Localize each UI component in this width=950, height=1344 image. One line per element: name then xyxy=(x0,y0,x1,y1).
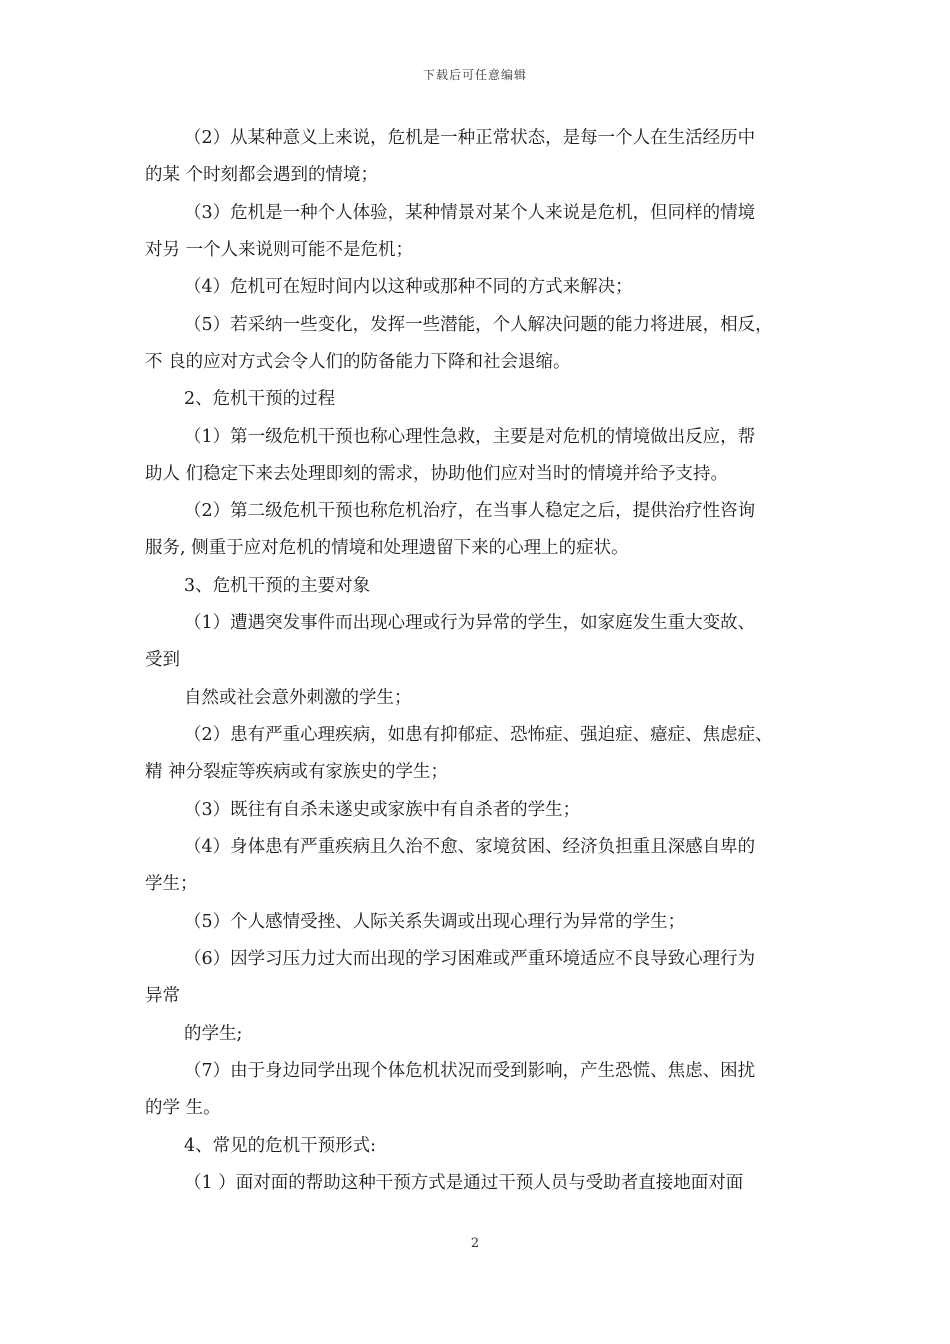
body-line: 的某 个时刻都会遇到的情境； xyxy=(145,165,379,185)
body-line: （2）患有严重心理疾病，如患有抑郁症、恐怖症、强迫症、癔症、焦虑症、 xyxy=(184,725,773,745)
body-line: 的学生; xyxy=(184,1024,243,1044)
body-line: 的学 生。 xyxy=(145,1098,221,1118)
body-line: （4）身体患有严重疾病且久治不愈、家境贫困、经济负担重且深感自卑的 xyxy=(184,837,756,857)
body-line: 精 神分裂症等疾病或有家族史的学生； xyxy=(145,762,449,782)
section-heading: 3、危机干预的主要对象 xyxy=(184,576,371,596)
body-line: （2）从某种意义上来说，危机是一种正常状态，是每一个人在生活经历中 xyxy=(184,128,756,148)
body-line: （1）遭遇突发事件而出现心理或行为异常的学生，如家庭发生重大变故、 xyxy=(184,613,756,633)
body-line: （1）第一级危机干预也称心理性急救，主要是对危机的情境做出反应，帮 xyxy=(184,427,756,447)
header-note: 下载后可任意编辑 xyxy=(422,68,527,82)
body-line: （6）因学习压力过大而出现的学习困难或严重环境适应不良导致心理行为 xyxy=(184,949,756,969)
section-heading: 4、常见的危机干预形式: xyxy=(184,1136,377,1156)
body-line: （7）由于身边同学出现个体危机状况而受到影响，产生恐慌、焦虑、困扰 xyxy=(184,1061,756,1081)
body-line: （1 ）面对面的帮助这种干预方式是通过干预人员与受助者直接地面对面 xyxy=(184,1173,744,1193)
body-line: 不 良的应对方式会令人们的防备能力下降和社会退缩。 xyxy=(145,352,571,372)
page-number: 2 xyxy=(470,1236,480,1251)
body-line: （4）危机可在短时间内以这种或那种不同的方式来解决； xyxy=(184,277,633,297)
body-line: （3）既往有自杀未遂史或家族中有自杀者的学生； xyxy=(184,800,581,820)
body-line: （5）个人感情受挫、人际关系失调或出现心理行为异常的学生； xyxy=(184,912,686,932)
body-line: 对另 一个人来说则可能不是危机； xyxy=(145,240,414,260)
body-line: 助人 们稳定下来去处理即刻的需求，协助他们应对当时的情境并给予支持。 xyxy=(145,464,729,484)
body-line: 自然或社会意外刺激的学生； xyxy=(184,688,412,708)
body-line: （5）若采纳一些变化，发挥一些潜能，个人解决问题的能力将进展，相反， xyxy=(184,315,773,335)
section-heading: 2、危机干预的过程 xyxy=(184,389,336,409)
body-line: （3）危机是一种个人体验，某种情景对某个人来说是危机，但同样的情境 xyxy=(184,203,756,223)
body-line: （2）第二级危机干预也称危机治疗，在当事人稳定之后，提供治疗性咨询 xyxy=(184,501,756,521)
body-line: 学生； xyxy=(145,874,198,894)
body-line: 服务, 侧重于应对危机的情境和处理遗留下来的心理上的症状。 xyxy=(145,538,629,558)
body-line: 异常 xyxy=(145,986,180,1006)
body-line: 受到 xyxy=(145,650,180,670)
